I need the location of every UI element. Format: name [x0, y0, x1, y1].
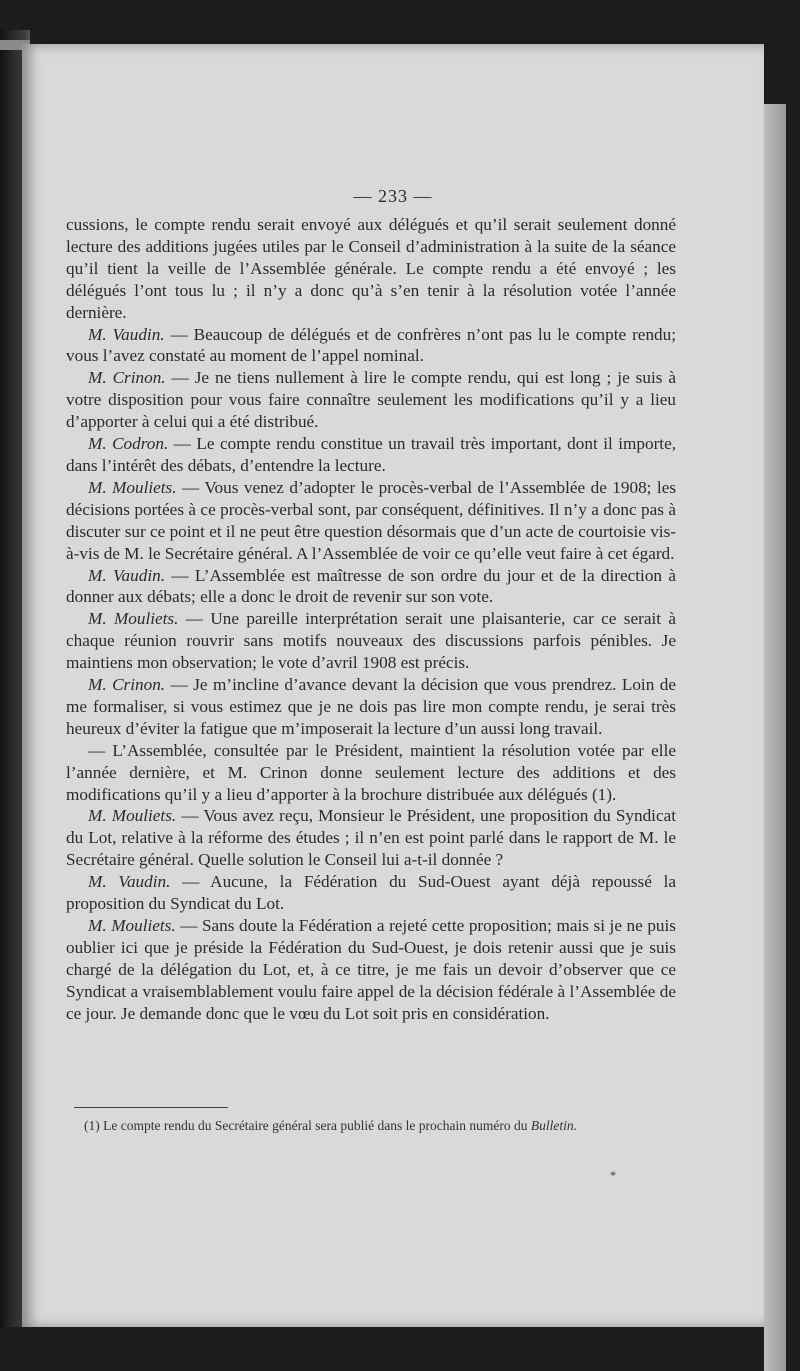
paragraph-5	[66, 565, 676, 609]
paragraph-3	[66, 433, 676, 477]
speaker-name: M. Mouliets.	[88, 477, 177, 497]
paragraph-9	[66, 805, 676, 871]
paragraph-text: — L’Assemblée est maîtresse de son ordre du jour et de la direction à donner aux débats; elle a donc le droit de revenir sur son vote.	[66, 565, 676, 607]
speaker-name: M. Vaudin.	[88, 872, 171, 892]
body-text	[66, 214, 676, 1025]
paragraph-text: — Sans doute la Fédération a rejeté cette proposition; mais si je ne puis oublier ici que je préside la Fédération du Sud-Ouest, je dois retenir aussi que je suis chargé de la délégation du Lot, et, à ce titre, je me fais un devoir d’observer que ce Syndicat a vraisemblablement voulu faire appel de la décision fédérale à l’Assemblée de ce jour. Je demande donc que le vœu du Lot soit pris en considération.	[66, 916, 676, 1023]
paragraph-text: cussions, le compte rendu serait envoyé aux délégués et qu’il serait seulement donné lecture des additions jugées utiles par le Conseil d’administration à la suite de la séance qu’il tient la veille de l’Assemblée générale. Le compte rendu a été envoyé ; les délégués l’ont tous lu ; il n’y a donc qu’à s’en tenir à la résolution votée l’année dernière.	[66, 215, 676, 322]
paragraph-text: — Je ne tiens nullement à lire le compte rendu, qui est long ; je suis à votre disposition pour vous faire connaître seulement les modifications qu’il y a lieu d’apporter à celui qui a été distribué.	[66, 368, 677, 432]
page-right-edge	[764, 104, 786, 1371]
paragraph-6	[66, 608, 676, 674]
paragraph-text: — Je m’incline d’avance devant la décision que vous prendrez. Loin de me formaliser, si vous estimez que je ne dois pas lire mon compte rendu, je serai très heureux d’éviter la fatigue que m’imposerait la lecture d’un aussi long travail.	[66, 675, 676, 738]
paragraph-4	[66, 477, 676, 565]
paragraph-11	[66, 915, 676, 1025]
paragraph-0	[66, 214, 676, 324]
paragraph-text: — Aucune, la Fédération du Sud-Ouest ayant déjà repoussé la proposition du Syndicat du Lot.	[66, 872, 677, 914]
speaker-name: M. Codron.	[88, 434, 169, 454]
footnote-text: (1) Le compte rendu du Secrétaire général sera publié dans le prochain numéro du	[84, 1118, 531, 1133]
paragraph-text: — Vous venez d’adopter le procès-verbal de l’Assemblée de 1908; les décisions portées à ce procès-verbal sont, par conséquent, définitives. Il n’y a donc pas à discuter sur ce point et il ne peut être question désormais que d’un acte de courtoisie vis-à-vis de M. le Secrétaire général. A l’Assemblée de voir ce qu’elle veut faire à cet égard.	[66, 477, 677, 563]
printer-mark: *	[610, 1168, 616, 1182]
speaker-name: M. Crinon.	[88, 675, 166, 695]
paragraph-text: — Beaucoup de délégués et de confrères n’ont pas lu le compte rendu; vous l’avez constaté au moment de l’appel nominal.	[66, 324, 676, 366]
footnote-divider	[74, 1107, 228, 1108]
footnote-italic: Bulletin.	[530, 1118, 577, 1133]
page-number: — 233 —	[353, 186, 433, 206]
paragraph-2	[66, 367, 676, 433]
paragraph-text: — L’Assemblée, consultée par le Président, maintient la résolution votée par elle l’année dernière, et M. Crinon donne seulement lecture des additions et des modifications qu’il y a lieu d’apporter à la brochure distribuée aux délégués (1).	[66, 740, 676, 804]
paragraph-10	[66, 871, 676, 915]
speaker-name: M. Vaudin.	[88, 324, 165, 344]
scanned-page	[22, 44, 764, 1327]
speaker-name: M. Mouliets.	[88, 806, 177, 826]
footnote	[84, 1116, 674, 1136]
paragraph-text: — Le compte rendu constitue un travail très important, dont il importe, dans l’intérêt des débats, d’entendre la lecture.	[66, 434, 676, 475]
paragraph-7	[66, 674, 676, 740]
speaker-name: M. Mouliets.	[88, 916, 176, 935]
paragraph-1	[66, 324, 676, 368]
paragraph-text: — Vous avez reçu, Monsieur le Président, une proposition du Syndicat du Lot, relative à la réforme des études ; il n’en est point parlé dans le rapport de M. le Secrétaire général. Quelle solution le Conseil lui a-t-il donnée ?	[66, 806, 676, 870]
speaker-name: M. Mouliets.	[88, 609, 179, 629]
speaker-name: M. Vaudin.	[88, 565, 165, 585]
speaker-name: M. Crinon.	[88, 368, 166, 388]
paragraph-text: — Une pareille interprétation serait une plaisanterie, car ce serait à chaque réunion rouvrir sans motifs nouveaux des discussions parfois pénibles. Je maintiens mon observation; le vote d’avril 1908 est précis.	[66, 609, 677, 673]
paragraph-8	[66, 740, 676, 806]
